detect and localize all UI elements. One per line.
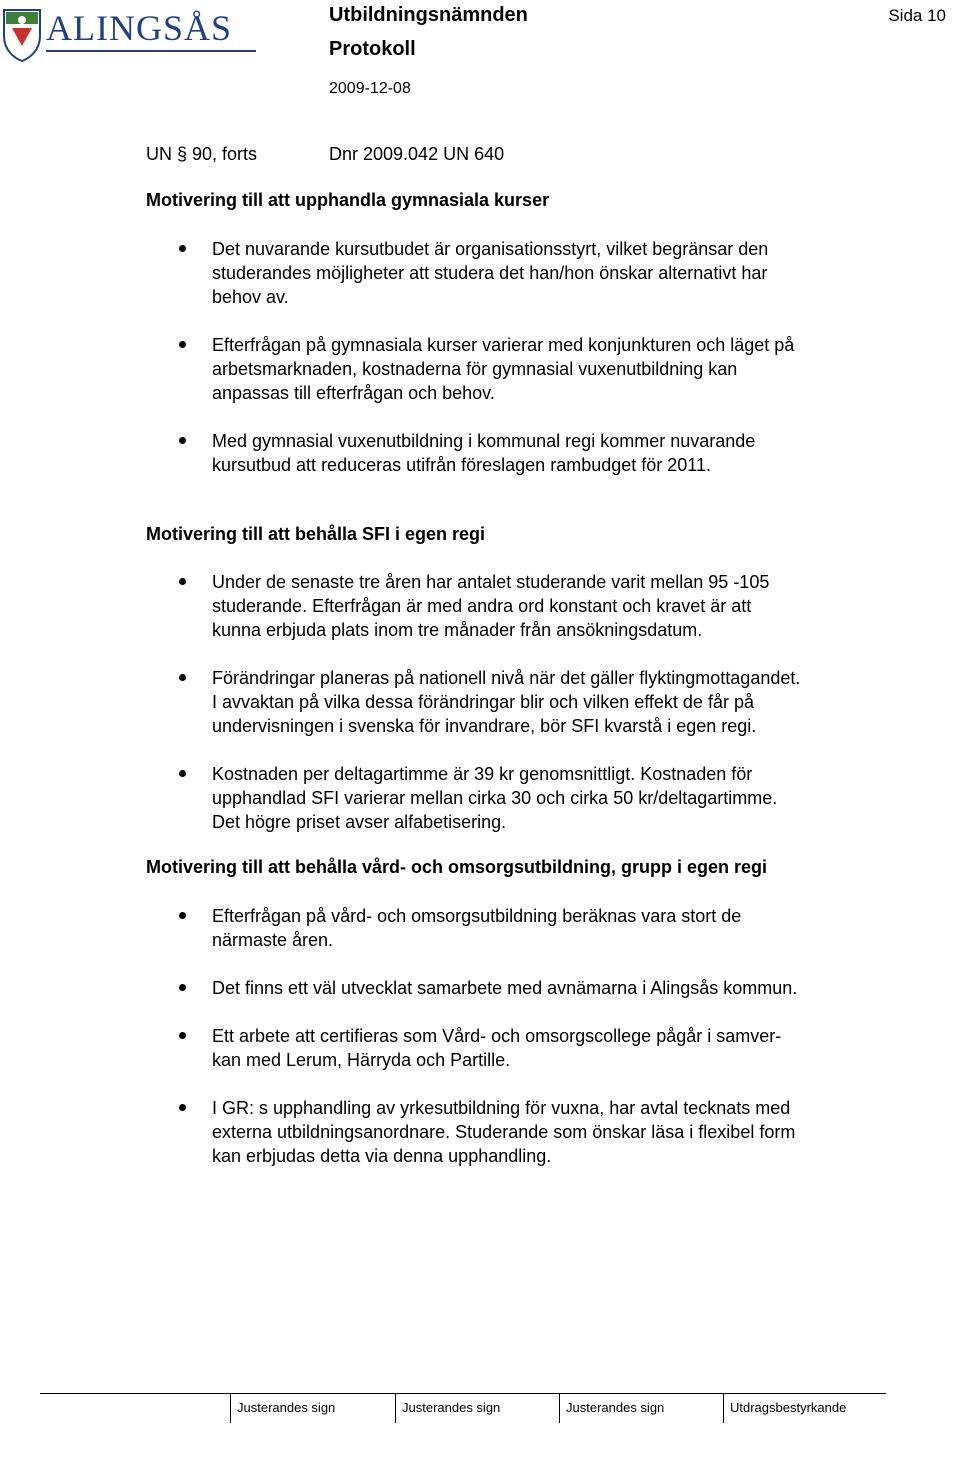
section-heading: Motivering till att behålla vård- och omsorgsutbildning, grupp i egen regi — [146, 857, 768, 877]
section-heading: Motivering till att behålla SFI i egen regi — [146, 524, 486, 544]
bullet-icon — [179, 578, 186, 585]
signature-box — [230, 1393, 336, 1423]
bullet-text: Det nuvarande kursutbudet är organisationsstyrt, vilket begränsar den studerandes möjligheter att studera det han/hon önskar alternativt har behov av. — [212, 239, 769, 307]
bullet-text: Under de senaste tre åren har antalet studerande varit mellan 95 -105 studerande. Efterfrågan är med andra ord konstant och kravet är att kunna erbjuda plats inom tre månader från ansökningsdatum. — [212, 572, 770, 640]
certification-box — [723, 1393, 847, 1423]
signature-label: Justerandes sign — [402, 1400, 501, 1415]
document-type: Protokoll — [329, 38, 416, 60]
footer-divider — [40, 1393, 886, 1394]
organization-name: Utbildningsnämnden — [329, 4, 528, 26]
page-number: Sida 10 — [888, 6, 946, 25]
bullet-text: Förändringar planeras på nationell nivå när det gäller flyktingmottagandet. I avvaktan på vilka dessa förändringar blir och vilken effekt de får på undervisningen i svenska för invandrare, bör SFI kvarstå i egen regi. — [212, 668, 801, 736]
bullet-text: I GR: s upphandling av yrkesutbildning för vuxna, har avtal tecknats med externa utbildningsanordnare. Studerande som önskar läsa i flexibel form kan erbjudas detta via denna upphandling. — [212, 1098, 796, 1166]
bullet-icon — [179, 437, 186, 444]
paragraph-reference: UN § 90, forts — [146, 144, 258, 164]
bullet-icon — [179, 984, 186, 991]
bullet-text: Ett arbete att certifieras som Vård- och omsorgscollege pågår i samver- kan med Lerum, Härryda och Partille. — [212, 1026, 782, 1070]
signature-label: Justerandes sign — [237, 1400, 336, 1415]
coat-of-arms-icon — [2, 6, 42, 62]
bullet-text: Efterfrågan på gymnasiala kurser varierar med konjunkturen och läget på arbetsmarknaden, kostnaderna för gymnasial vuxenutbildning kan anpassas till efterfrågan och behov. — [212, 335, 795, 403]
signature-box — [559, 1393, 665, 1423]
diary-number: Dnr 2009.042 UN 640 — [329, 144, 505, 164]
logo-wordmark: ALINGSÅS — [46, 8, 233, 48]
bullet-icon — [179, 245, 186, 252]
certification-label: Utdragsbestyrkande — [730, 1400, 847, 1415]
bullet-text: Kostnaden per deltagartimme är 39 kr genomsnittligt. Kostnaden för upphandlad SFI varierar mellan cirka 30 och cirka 50 kr/deltagartimme. Det högre priset avser alfabetisering. — [212, 764, 778, 832]
signature-box — [395, 1393, 501, 1423]
case-line — [146, 143, 505, 165]
signature-label: Justerandes sign — [566, 1400, 665, 1415]
municipality-logo — [2, 6, 258, 62]
bullet-text: Med gymnasial vuxenutbildning i kommunal regi kommer nuvarande kursutbud att reduceras utifrån föreslagen rambudget för 2011. — [212, 431, 756, 475]
bullet-icon — [179, 341, 186, 348]
bullet-icon — [179, 912, 186, 919]
bullet-icon — [179, 1032, 186, 1039]
bullet-icon — [179, 770, 186, 777]
meeting-date: 2009-12-08 — [329, 80, 411, 97]
bullet-icon — [179, 1104, 186, 1111]
bullet-text: Efterfrågan på vård- och omsorgsutbildning beräknas vara stort de närmaste åren. — [212, 906, 742, 950]
bullet-text: Det finns ett väl utvecklat samarbete med avnämarna i Alingsås kommun. — [212, 978, 798, 998]
section-heading: Motivering till att upphandla gymnasiala kurser — [146, 190, 550, 210]
logo-underline — [46, 50, 256, 52]
bullet-icon — [179, 674, 186, 681]
